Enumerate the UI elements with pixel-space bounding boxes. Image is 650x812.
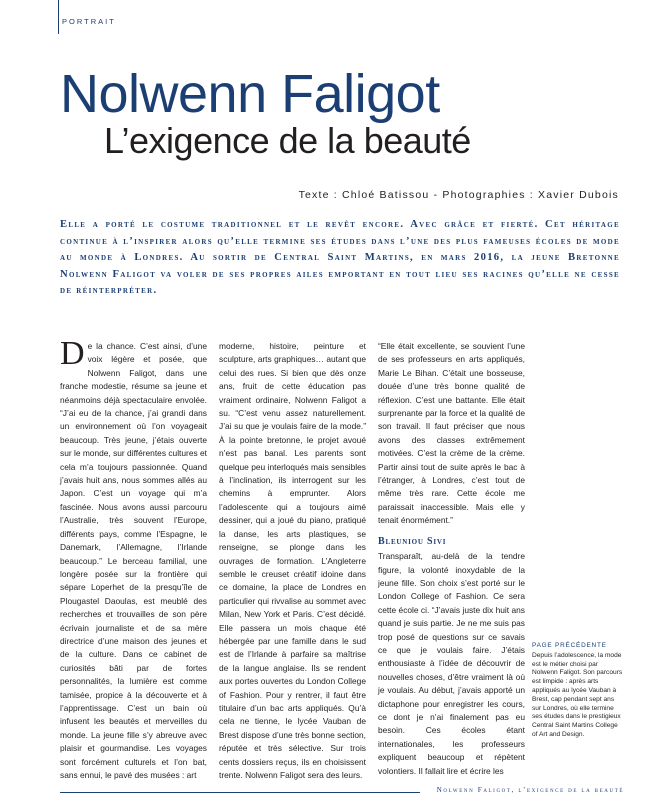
article-title: Nolwenn Faligot <box>60 64 440 124</box>
body-subhead: Bleuniou Sivi <box>378 535 447 547</box>
photo-caption <box>532 642 624 740</box>
body-text-3a: “Elle était excellente, se souvient l’une de ses professeurs en arts appliqués, Marie Le Bihan. C’était une bosseuse, douée d’une très bonne qualité de réflexion. C’est une battante. Elle était surprenante par la force et la qualité de son travail. Il faut préciser que nous avons des classes extrêmement motivées. C’est la crème de la crème. Partir ainsi tout de suite après le bac à l’étranger, à Londres, c’est tout de même très rare. Cette école me paraissait inaccessible. Mais elle y tenait énormément.” <box>378 341 525 526</box>
caption-heading: PAGE PRÉCÉDENTE <box>532 642 607 649</box>
section-label: PORTRAIT <box>62 17 116 26</box>
article-standfirst: Elle a porté le costume traditionnel et le revêt encore. Avec grâce et fierté. Cet héritage continue à l’inspirer alors qu’elle termine ses études dans l’une des plus fameuses écoles de mode au monde à Londres. Au sortir de Central Saint Martins, en mars 2016, la jeune Bretonne Nolwenn Faligot va voler de ses propres ailes emportant en tout lieu ses racines qu’elle ne cesse de réinterpréter. <box>60 219 620 296</box>
header-rule <box>58 0 59 34</box>
body-text-3b: Transparaît, au-delà de la tendre figure, la volonté inoxydable de la jeune fille. Son choix s’est porté sur le London College of Fashion. Ce sera cette école ci. “J’avais juste dix huit ans quand je suis partie. Je ne me suis pas trop posé de questions sur ce savais ce que je voulais faire. J’étais enthousiaste à l’idée de découvrir de nouvelles choses, d’être vraiment là où je voulais. Au début, j’avais apporté un dictaphone pour enregistrer les cours, ce dont je n’ai finalement pas eu besoin. Ces écoles étant internationales, les professeurs expliquent beaucoup et répètent volontiers. Il fallait lire et écrire les <box>378 551 525 776</box>
article-body <box>60 335 526 780</box>
body-text-1: e la chance. C’est ainsi, d’une voix légère et posée, que Nolwenn Faligot, dans une franche modestie, résume sa jeune et néanmoins déjà spectaculaire envolée. “J’ai eu de la chance, j’ai grandi dans un environnement où l’on voyageait beaucoup. Très jeune, j’étais ouverte sur le monde, sur différentes cultures et cela m’a toujours passionnée. Quand j’avais huit ans, nous sommes allés au Japon. C’est un voyage qui m’a fascinée. Nous avons aussi parcouru l’Australie, très souvent l’Europe, différents pays, comme l’Espagne, le Danemark, l’Allemagne, l’Irlande beaucoup.” Le berceau familial, une longère posée sur la frontière qui sépare Loperhet de la presqu’île de Plougastel Daoulas, est meublé des recherches et trouvailles de son père écrivain journaliste et de sa mère directrice d’une maison des jeunes et de la culture. Dans ce cabinet de curiosités bâti par de fortes personnalités, la lumière est comme tamisée, propice à la découverte et à l’apprentissage. C’est un bain où infusent les beautés et merveilles du monde. La jeune fille s’y abreuve avec plaisir et gourmandise. Les voyages sont forcément culturels et l’on bat, sans ennui, le pavé des musées : art <box>60 341 207 780</box>
article-credits: Texte : Chloé Batissou - Photographies : Xavier Dubois <box>298 189 619 201</box>
body-column-1 <box>60 335 207 780</box>
drop-cap: D <box>60 335 85 372</box>
body-paragraph-1 <box>60 335 207 782</box>
body-column-2 <box>219 340 366 780</box>
body-text-2: moderne, histoire, peinture et sculpture, arts graphiques… autant que celui des rues. Si bien que dès onze ans, fruit de cette éducation pas vraiment ordinaire, Nolwenn Faligot a su. “C’est venu assez naturellement. J’ai su que je voulais faire de la mode.” À la pointe bretonne, le projet avoué n’est pas banal. Les parents sont quelque peu interloqués mais sensibles à l’inclination, ils interrogent sur les chemins à emprunter. Alors l’adolescente qui a toujours aimé dessiner, qui a joué du piano, pratiqué la danse, les arts plastiques, se renseigne, se plonge dans les ouvrages de formation. L’Angleterre semble le creuset créatif idoine dans ce domaine, la place de Londres en particulier qui rivvalise au sommet avec Milan, New York et Paris. C’est décidé. Elle passera un mois chaque été hébergée par une famille dans le sud est de l’Irlande à parfaire sa maîtrise de la langue anglaise. Ils se rendent aux portes ouvertes du London College of Fashion. Pour y rentrer, il faut être titulaire d’un bac arts appliqués. Qu’à cela ne tienne, le lycée Vauban de Brest dispose d’une très bonne section, réputée et très sélective. Sur trois cents dossiers reçus, ils en choisissent trente. Nolwenn Faligot sera des leurs. <box>219 341 366 780</box>
running-footer: Nolwenn Faligot, l’exigence de la beauté <box>436 786 624 794</box>
caption-text: Depuis l’adolescence, la mode est le métier choisi par Nolwenn Faligot. Son parcours est limpide : après arts appliqués au lycée Vauban à Brest, cap pendant sept ans sur Londres, où elle termine ses études dans le prestigieux Central Saint Martins College of Art and Design. <box>532 651 623 738</box>
body-column-3 <box>378 340 525 776</box>
footer-rule <box>60 792 420 793</box>
article-subtitle: L’exigence de la beauté <box>104 120 471 161</box>
